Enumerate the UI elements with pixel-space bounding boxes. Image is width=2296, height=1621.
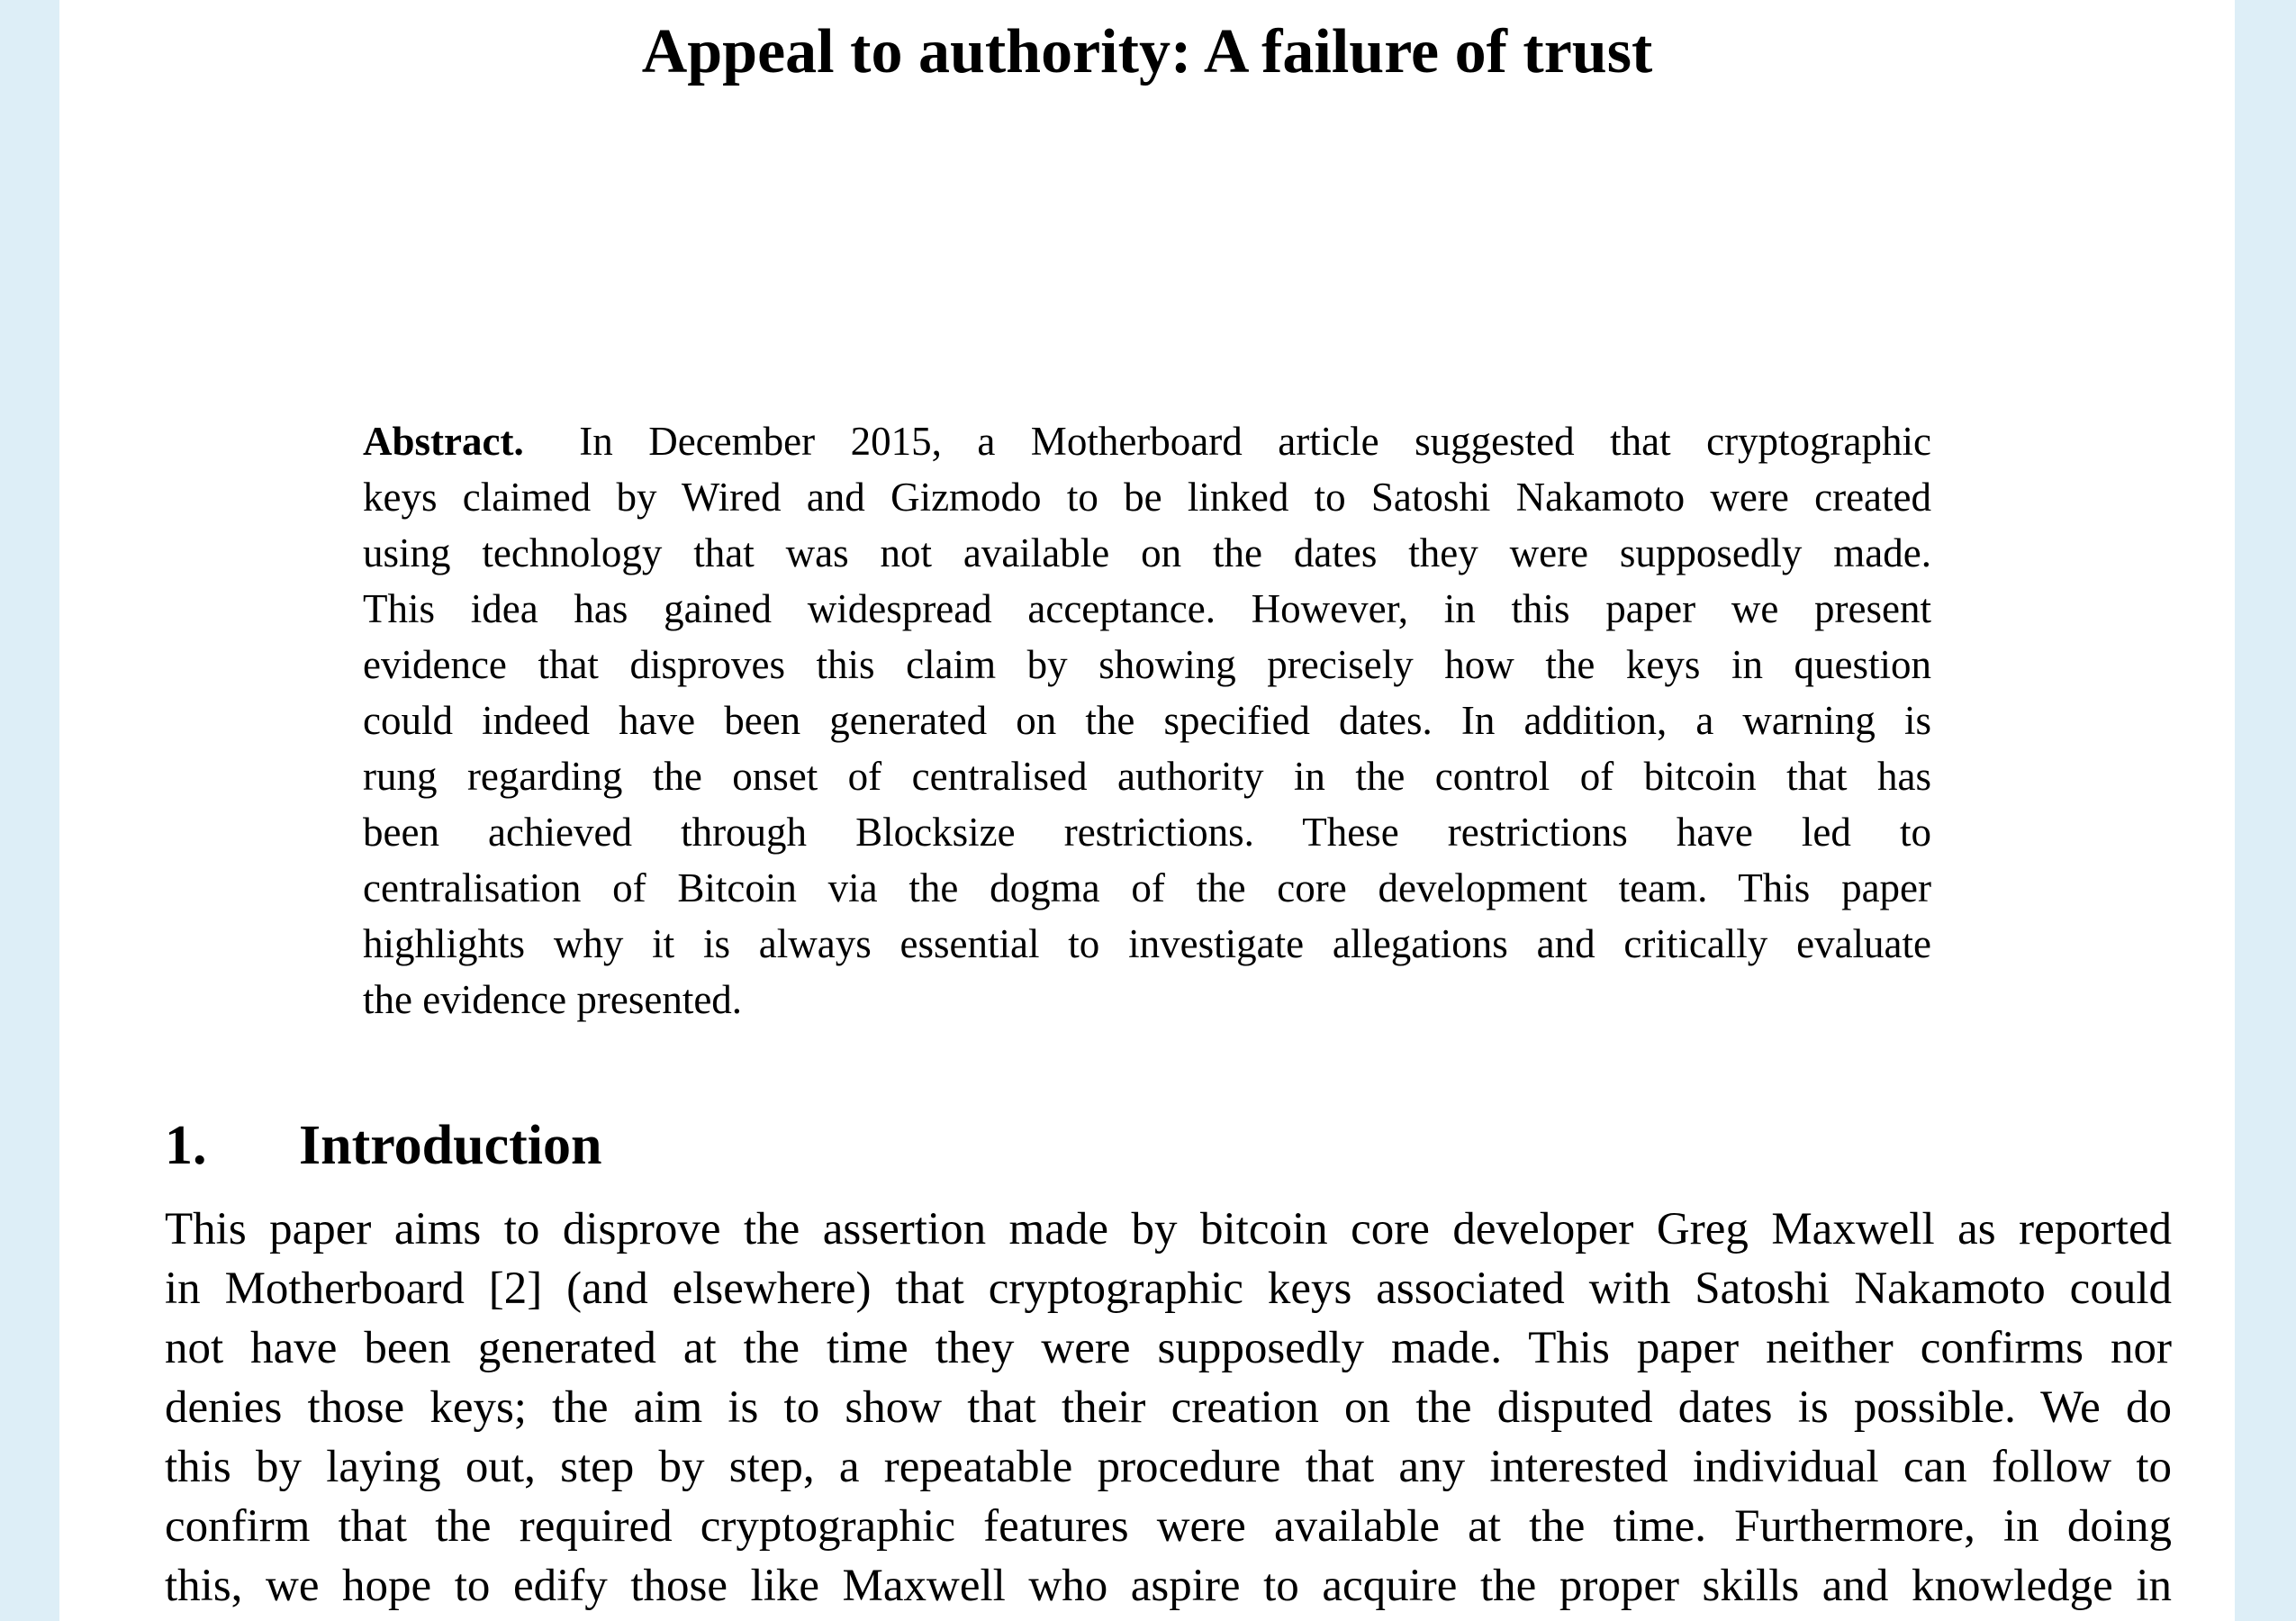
paper-title: Appeal to authority: A failure of trust xyxy=(641,17,1653,86)
text-line: confirm that the required cryptographic features were available at the time. Furthermore, in doing xyxy=(165,1501,2172,1552)
text-line: this, we hope to edify those like Maxwell who aspire to acquire the proper skills and knowledge in xyxy=(165,1561,2172,1611)
text-line: keys claimed by Wired and Gizmodo to be linked to Satoshi Nakamoto were created xyxy=(363,475,1931,520)
text-line: been achieved through Blocksize restrictions. These restrictions have led to xyxy=(363,810,1931,855)
section-title: Introduction xyxy=(299,1115,602,1176)
text-line: denies those keys; the aim is to show that their creation on the disputed dates is possible. We do xyxy=(165,1382,2172,1433)
introduction-paragraph xyxy=(165,1200,2172,1616)
text-line: This paper aims to disprove the assertion made by bitcoin core developer Greg Maxwell as reported xyxy=(165,1204,2172,1254)
paper-page xyxy=(59,0,2235,1621)
text-line: centralisation of Bitcoin via the dogma of the core development team. This paper xyxy=(363,865,1931,910)
text-line: the evidence presented. xyxy=(363,977,743,1022)
abstract-label: Abstract. xyxy=(363,419,524,464)
abstract-body-lines xyxy=(363,469,1931,1028)
section-heading xyxy=(165,1111,2172,1180)
text-line: evidence that disproves this claim by showing precisely how the keys in question xyxy=(363,642,1931,687)
section-number: 1. xyxy=(165,1115,207,1176)
text-line: This idea has gained widespread acceptance. However, in this paper we present xyxy=(363,586,1931,631)
abstract-first-line-text: In December 2015, a Motherboard article suggested that cryptographic xyxy=(579,419,1931,464)
text-line: highlights why it is always essential to investigate allegations and critically evaluate xyxy=(363,921,1931,966)
text-line: could indeed have been generated on the specified dates. In addition, a warning is xyxy=(363,698,1931,743)
text-line: not have been generated at the time they were supposedly made. This paper neither confirms nor xyxy=(165,1323,2172,1373)
text-line: in Motherboard [2] (and elsewhere) that cryptographic keys associated with Satoshi Nakamoto could xyxy=(165,1263,2172,1314)
text-line: rung regarding the onset of centralised authority in the control of bitcoin that has xyxy=(363,754,1931,799)
abstract-section xyxy=(363,413,1931,1028)
abstract-first-line xyxy=(363,413,1931,469)
text-line: using technology that was not available on the dates they were supposedly made. xyxy=(363,530,1931,575)
text-line: this by laying out, step by step, a repeatable procedure that any interested individual can follow to xyxy=(165,1442,2172,1492)
